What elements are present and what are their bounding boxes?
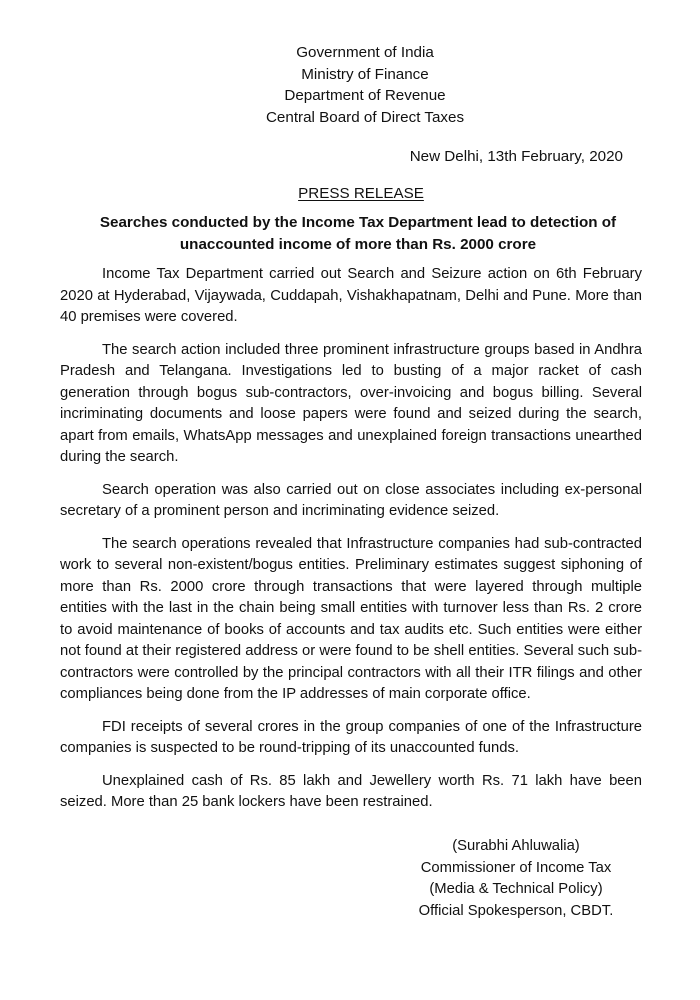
paragraph-fdi-receipts: FDI receipts of several crores in the group companies of one of the Infrastructure companies is suspected to be round-tripping of its unaccounted funds. [60,718,642,756]
signatory-role: Official Spokesperson, CBDT. [418,902,614,919]
paragraph-search-overview: Income Tax Department carried out Search and Seizure action on 6th February 2020 at Hyderabad, Vijaywada, Cuddapah, Vishakhapatnam, Delhi and Pune. More than 40 premises were covered. [60,266,642,325]
signatory-name: (Surabhi Ahluwalia) [452,838,580,854]
letterhead-line-department: Department of Revenue [284,87,446,104]
paragraph-close-associates: Search operation was also carried out on close associates including ex-personal secretary of a prominent person and incriminating evidence seized. [60,481,642,519]
signatory-division: (Media & Technical Policy) [429,881,603,897]
paragraph-bogus-entities: The search operations revealed that Infrastructure companies had sub-contracted work to several non-existent/bogus entities. Preliminary estimates suggest siphoning of more than Rs. 2000 crore through transactions that were layered through multiple entities with the last in the chain being small entities with turnover less than Rs. 2 crore to avoid maintenance of books of accounts and tax audits etc. Such entities were either not found at their registered address or were found to be shell entities. Several such sub-contractors were controlled by the principal contractors with all their ITR filings and other compliances being done from the IP addresses of main corporate office. [60,535,642,702]
headline [74,212,642,256]
headline-line-2: unaccounted income of more than Rs. 2000 crore [179,236,537,253]
release-body [60,264,642,814]
paragraph-infrastructure-groups: The search action included three prominent infrastructure groups based in Andhra Pradesh and Telangana. Investigations led to busting of a major racket of cash generation through bogus sub-contractors, over-invoicing and bogus billing. Several incriminating documents and loose papers were found and seized during the search, apart from emails, WhatsApp messages and unexplained foreign transactions unearthed during the search. [60,341,642,465]
press-release-label: PRESS RELEASE [298,185,424,202]
letterhead-line-board: Central Board of Direct Taxes [265,108,465,126]
headline-line-1: Searches conducted by the Income Tax Department lead to detection of [99,214,617,231]
letterhead-line-government: Government of India [296,44,434,61]
paragraph-seizures: Unexplained cash of Rs. 85 lakh and Jewellery worth Rs. 71 lakh have been seized. More than 25 bank lockers have been restrained. [60,772,642,810]
signatory-title: Commissioner of Income Tax [420,859,612,876]
signature-block [385,836,647,922]
letterhead-line-ministry: Ministry of Finance [301,65,429,83]
letterhead [88,42,642,128]
dateline: New Delhi, 13th February, 2020 [409,148,623,165]
